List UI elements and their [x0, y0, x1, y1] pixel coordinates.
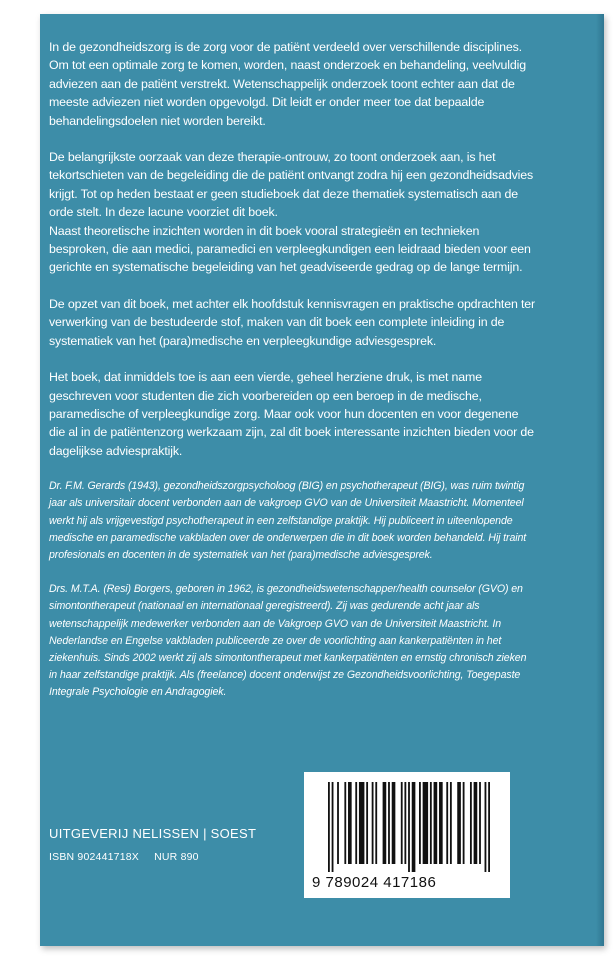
barcode-bars	[328, 782, 490, 872]
barcode-bar	[408, 782, 410, 872]
barcode-bar	[359, 782, 364, 864]
barcode-bar	[439, 782, 443, 864]
barcode-bar	[485, 782, 487, 872]
barcode-bar	[355, 782, 357, 864]
barcode-bar	[457, 782, 461, 864]
barcode-bar	[401, 782, 403, 864]
barcode-bar	[328, 782, 330, 872]
barcode-bar	[446, 782, 448, 864]
barcode-bar	[337, 782, 339, 864]
barcode-bar	[423, 782, 428, 864]
barcode-bar	[372, 782, 374, 864]
barcode-bar	[470, 782, 472, 864]
isbn-number: ISBN 902441718X	[49, 851, 139, 863]
barcode-bar	[332, 782, 334, 872]
barcode-bar	[434, 782, 438, 864]
barcode-bar	[392, 782, 396, 864]
publisher-name: UITGEVERIJ NELISSEN | SOEST	[49, 826, 257, 841]
barcode-bar	[388, 782, 390, 864]
nur-code: NUR 890	[154, 851, 199, 863]
blurb-paragraph-4: De opzet van dit boek, met achter elk hoofdstuk kennisvragen en praktische opdrachten ter verwerking van de bestudeerde stof, maken van dit boek een complete inleiding in de systematiek van het (para)medische en verpleegkundige adviesgesprek.	[49, 296, 536, 348]
barcode-bar	[366, 782, 368, 864]
barcode-bar	[463, 782, 465, 864]
barcode	[304, 772, 510, 898]
cover-edge	[596, 14, 604, 946]
barcode-bar	[344, 782, 346, 864]
blurb-paragraph-3: Naast theoretische inzichten worden in dit boek vooral strategieën en technieken besproken, die aan medici, paramedici en verpleegkundigen een leidraad bieden voor een gerichte en systematische begeleiding van het geadviseerde gedrag op de lange termijn.	[49, 223, 531, 275]
barcode-bar	[348, 782, 352, 864]
barcode-bar	[412, 782, 416, 872]
barcode-bar	[479, 782, 481, 864]
barcode-bar	[450, 782, 452, 864]
barcode-bar	[474, 782, 478, 864]
blurb-paragraph-2: De belangrijkste oorzaak van deze therapie-ontrouw, zo toont onderzoek aan, is het tekortschieten van de begeleiding die de patiënt ontvangt zodra hij een gezondheidsadvies krijgt. Tot op heden bestaat er geen studieboek dat deze thematiek systematisch aan de orde stelt. In deze lacune voorziet dit boek.	[49, 150, 534, 220]
barcode-bar	[430, 782, 432, 864]
barcode-bar	[383, 782, 387, 864]
author-bio-borgers: Drs. M.T.A. (Resi) Borgers, geboren in 1962, is gezondheidswetenschapper/health counselor (GVO) en simontontherapeut (nationaal en internationaal geregistreerd). Zij was gedurende acht jaar als wetenschappelijk medewerker verbonden aan de Vakgroep GVO van de Universiteit Maastricht. In Nederlandse en Engelse vakbladen publiceerde ze over de voorlichting aan kankerpatiënten in het ziekenhuis. Sinds 2002 werkt zij als simontontherapeut met kankerpatiënten en ernstig chronisch zieken in haar zelfstandige praktijk. Als (freelance) docent onderwijst ze Gezondheidsvoorlichting, Toegepaste Integrale Psychologie en Andragogiek.	[49, 583, 527, 699]
barcode-bar	[375, 782, 377, 864]
isbn-line	[49, 851, 211, 863]
blurb-paragraph-1: In de gezondheidszorg is de zorg voor de patiënt verdeeld over verschillende disciplines. Om tot een optimale zorg te komen, worden, naast onderzoek en behandeling, veelvuldig adviezen aan de patiënt verstrekt. Wetenschappelijk onderzoek toont echter aan dat de meeste adviezen niet worden opgevolgd. Dit leidt er onder meer toe dat bepaalde behandelingsdoelen niet worden bereikt.	[49, 40, 526, 128]
barcode-bar	[488, 782, 490, 872]
author-bio-gerards: Dr. F.M. Gerards (1943), gezondheidszorgpsycholoog (BIG) en psychotherapeut (BIG), was ruim twintig jaar als universitair docent verbonden aan de vakgroep GVO van de Universiteit Maastricht. Momenteel werkt hij als vrijgevestigd psychotherapeut in een zelfstandige praktijk. Hij publiceert in uiteenlopende medische en paramedische vakbladen over de onderwerpen die in dit boek worden behandeld. Hij traint profesionals en docenten in de systematiek van het (para)medische adviesgesprek.	[49, 480, 527, 561]
blurb-text	[49, 38, 535, 719]
barcode-bar	[419, 782, 421, 864]
barcode-bar	[404, 782, 406, 864]
barcode-number: 9 789024 417186	[312, 874, 437, 891]
blurb-paragraph-5: Het boek, dat inmiddels toe is aan een vierde, geheel herziene druk, is met name geschreven voor studenten die zich voorbereiden op een beroep in de medische, paramedische of verpleegkundige zorg. Maar ook voor hun docenten en voor degenene die al in de patiëntenzorg werkzaam zijn, zal dit boek interessante inzichten bieden voor de dagelijkse adviespraktijk.	[49, 370, 534, 458]
